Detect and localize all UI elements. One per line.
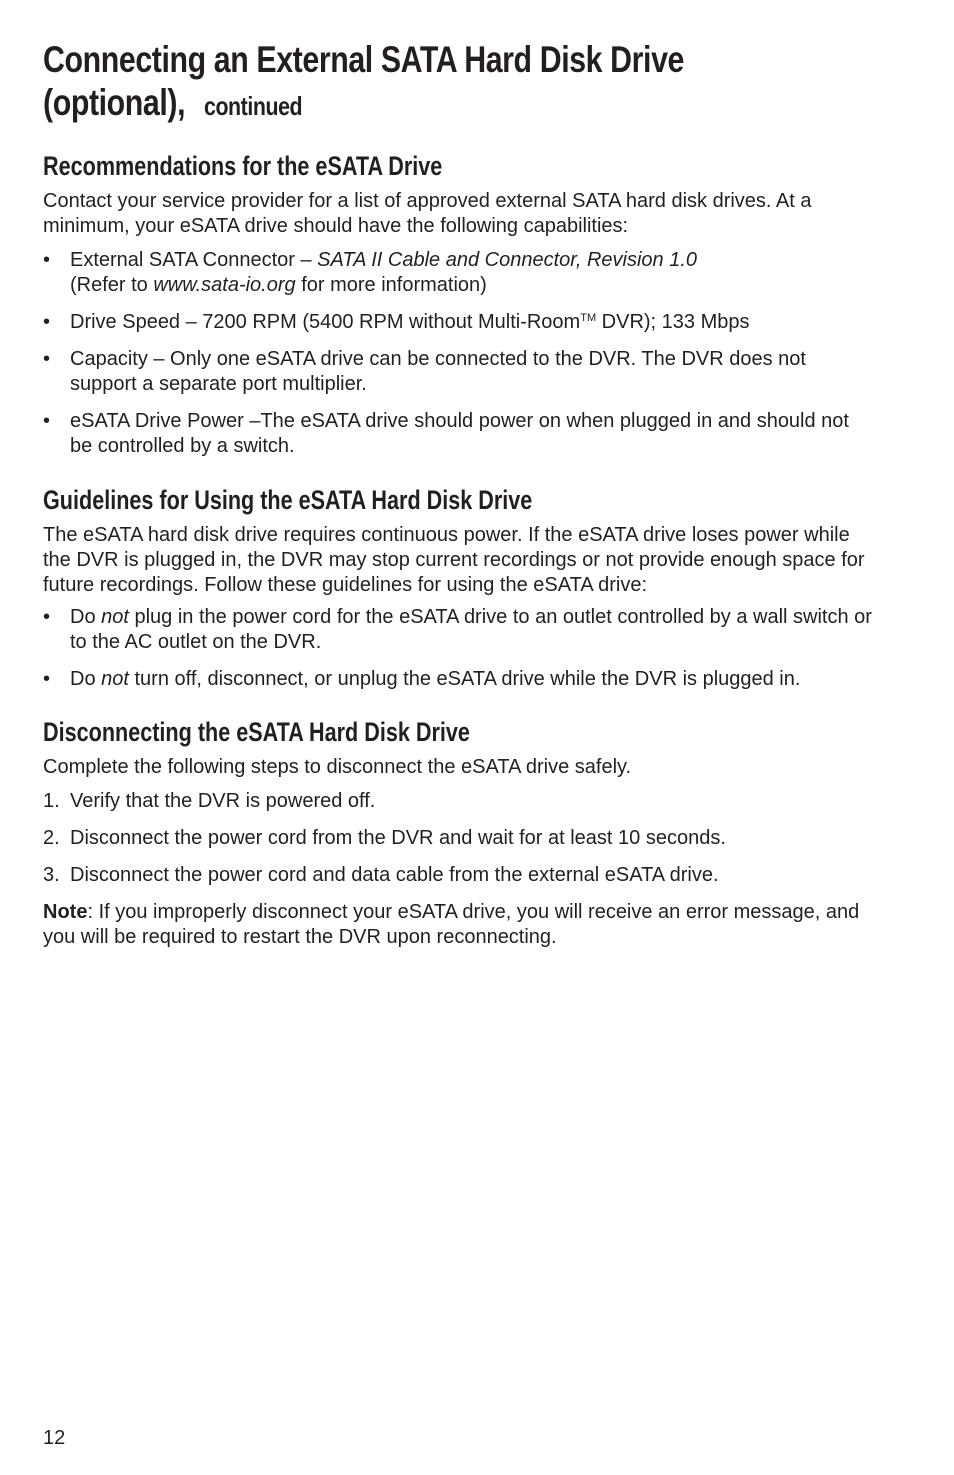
step-number: 3.: [43, 864, 60, 886]
sata-io-link: www.sata-io.org: [153, 274, 296, 296]
list-item: • eSATA Drive Power –The eSATA drive should power on when plugged in and should not be controlled by a switch.: [43, 410, 849, 457]
list-item: • Capacity – Only one eSATA drive can be connected to the DVR. The DVR does not support a separate port multiplier.: [43, 348, 806, 395]
bullet: •: [43, 348, 51, 370]
section-heading-disconnecting: Disconnecting the eSATA Hard Disk Drive: [43, 717, 470, 747]
page-title-optional: (optional),: [43, 82, 186, 123]
step-item: 1. Verify that the DVR is powered off.: [43, 790, 376, 812]
bullet: •: [43, 606, 51, 628]
step-item: 3. Disconnect the power cord and data cable from the external eSATA drive.: [43, 864, 719, 886]
page-title-continued: continued: [204, 91, 303, 121]
guidelines-intro: The eSATA hard disk drive requires continuous power. If the eSATA drive loses power while the DVR is plugged in, the DVR may stop current recordings or not provide enough space for future recordings. Follow these guidelines for using the eSATA drive:: [43, 524, 865, 596]
list-item: • Do not turn off, disconnect, or unplug the eSATA drive while the DVR is plugged in.: [43, 668, 801, 690]
bullet: •: [43, 668, 51, 690]
step-number: 2.: [43, 827, 60, 849]
page-content: [43, 38, 873, 950]
guidelines-list: [43, 605, 873, 692]
list-item: • Do not plug in the power cord for the eSATA drive to an outlet controlled by a wall switch or to the AC outlet on the DVR.: [43, 606, 872, 653]
list-item: • External SATA Connector – SATA II Cable and Connector, Revision 1.0 (Refer to www.sata-io.org for more information): [43, 249, 698, 296]
disconnect-steps: [43, 789, 873, 888]
disconnecting-intro: Complete the following steps to disconnect the eSATA drive safely.: [43, 756, 632, 778]
step-item: 2. Disconnect the power cord from the DVR and wait for at least 10 seconds.: [43, 827, 726, 849]
page-number: 12: [43, 1427, 66, 1449]
page-title: [43, 38, 873, 128]
trademark-mark: TM: [580, 312, 597, 324]
bullet: •: [43, 410, 51, 432]
recommendations-list: [43, 248, 873, 459]
section-heading-recommendations: Recommendations for the eSATA Drive: [43, 151, 443, 181]
recommendations-intro: Contact your service provider for a list of approved external SATA hard disk drives. At a minimum, your eSATA drive should have the following capabilities:: [43, 190, 812, 237]
page-title-main: Connecting an External SATA Hard Disk Drive: [43, 39, 685, 80]
section-heading-guidelines: Guidelines for Using the eSATA Hard Disk Drive: [43, 485, 533, 515]
bullet: •: [43, 249, 51, 271]
note-paragraph: Note: If you improperly disconnect your eSATA drive, you will receive an error message, and you will be required to restart the DVR upon reconnecting.: [43, 901, 860, 948]
list-item: • Drive Speed – 7200 RPM (5400 RPM without Multi-Room™ DVR); 133 Mbps: [43, 311, 750, 333]
bullet: •: [43, 311, 51, 333]
step-number: 1.: [43, 790, 60, 812]
note-label: Note: [43, 901, 88, 923]
